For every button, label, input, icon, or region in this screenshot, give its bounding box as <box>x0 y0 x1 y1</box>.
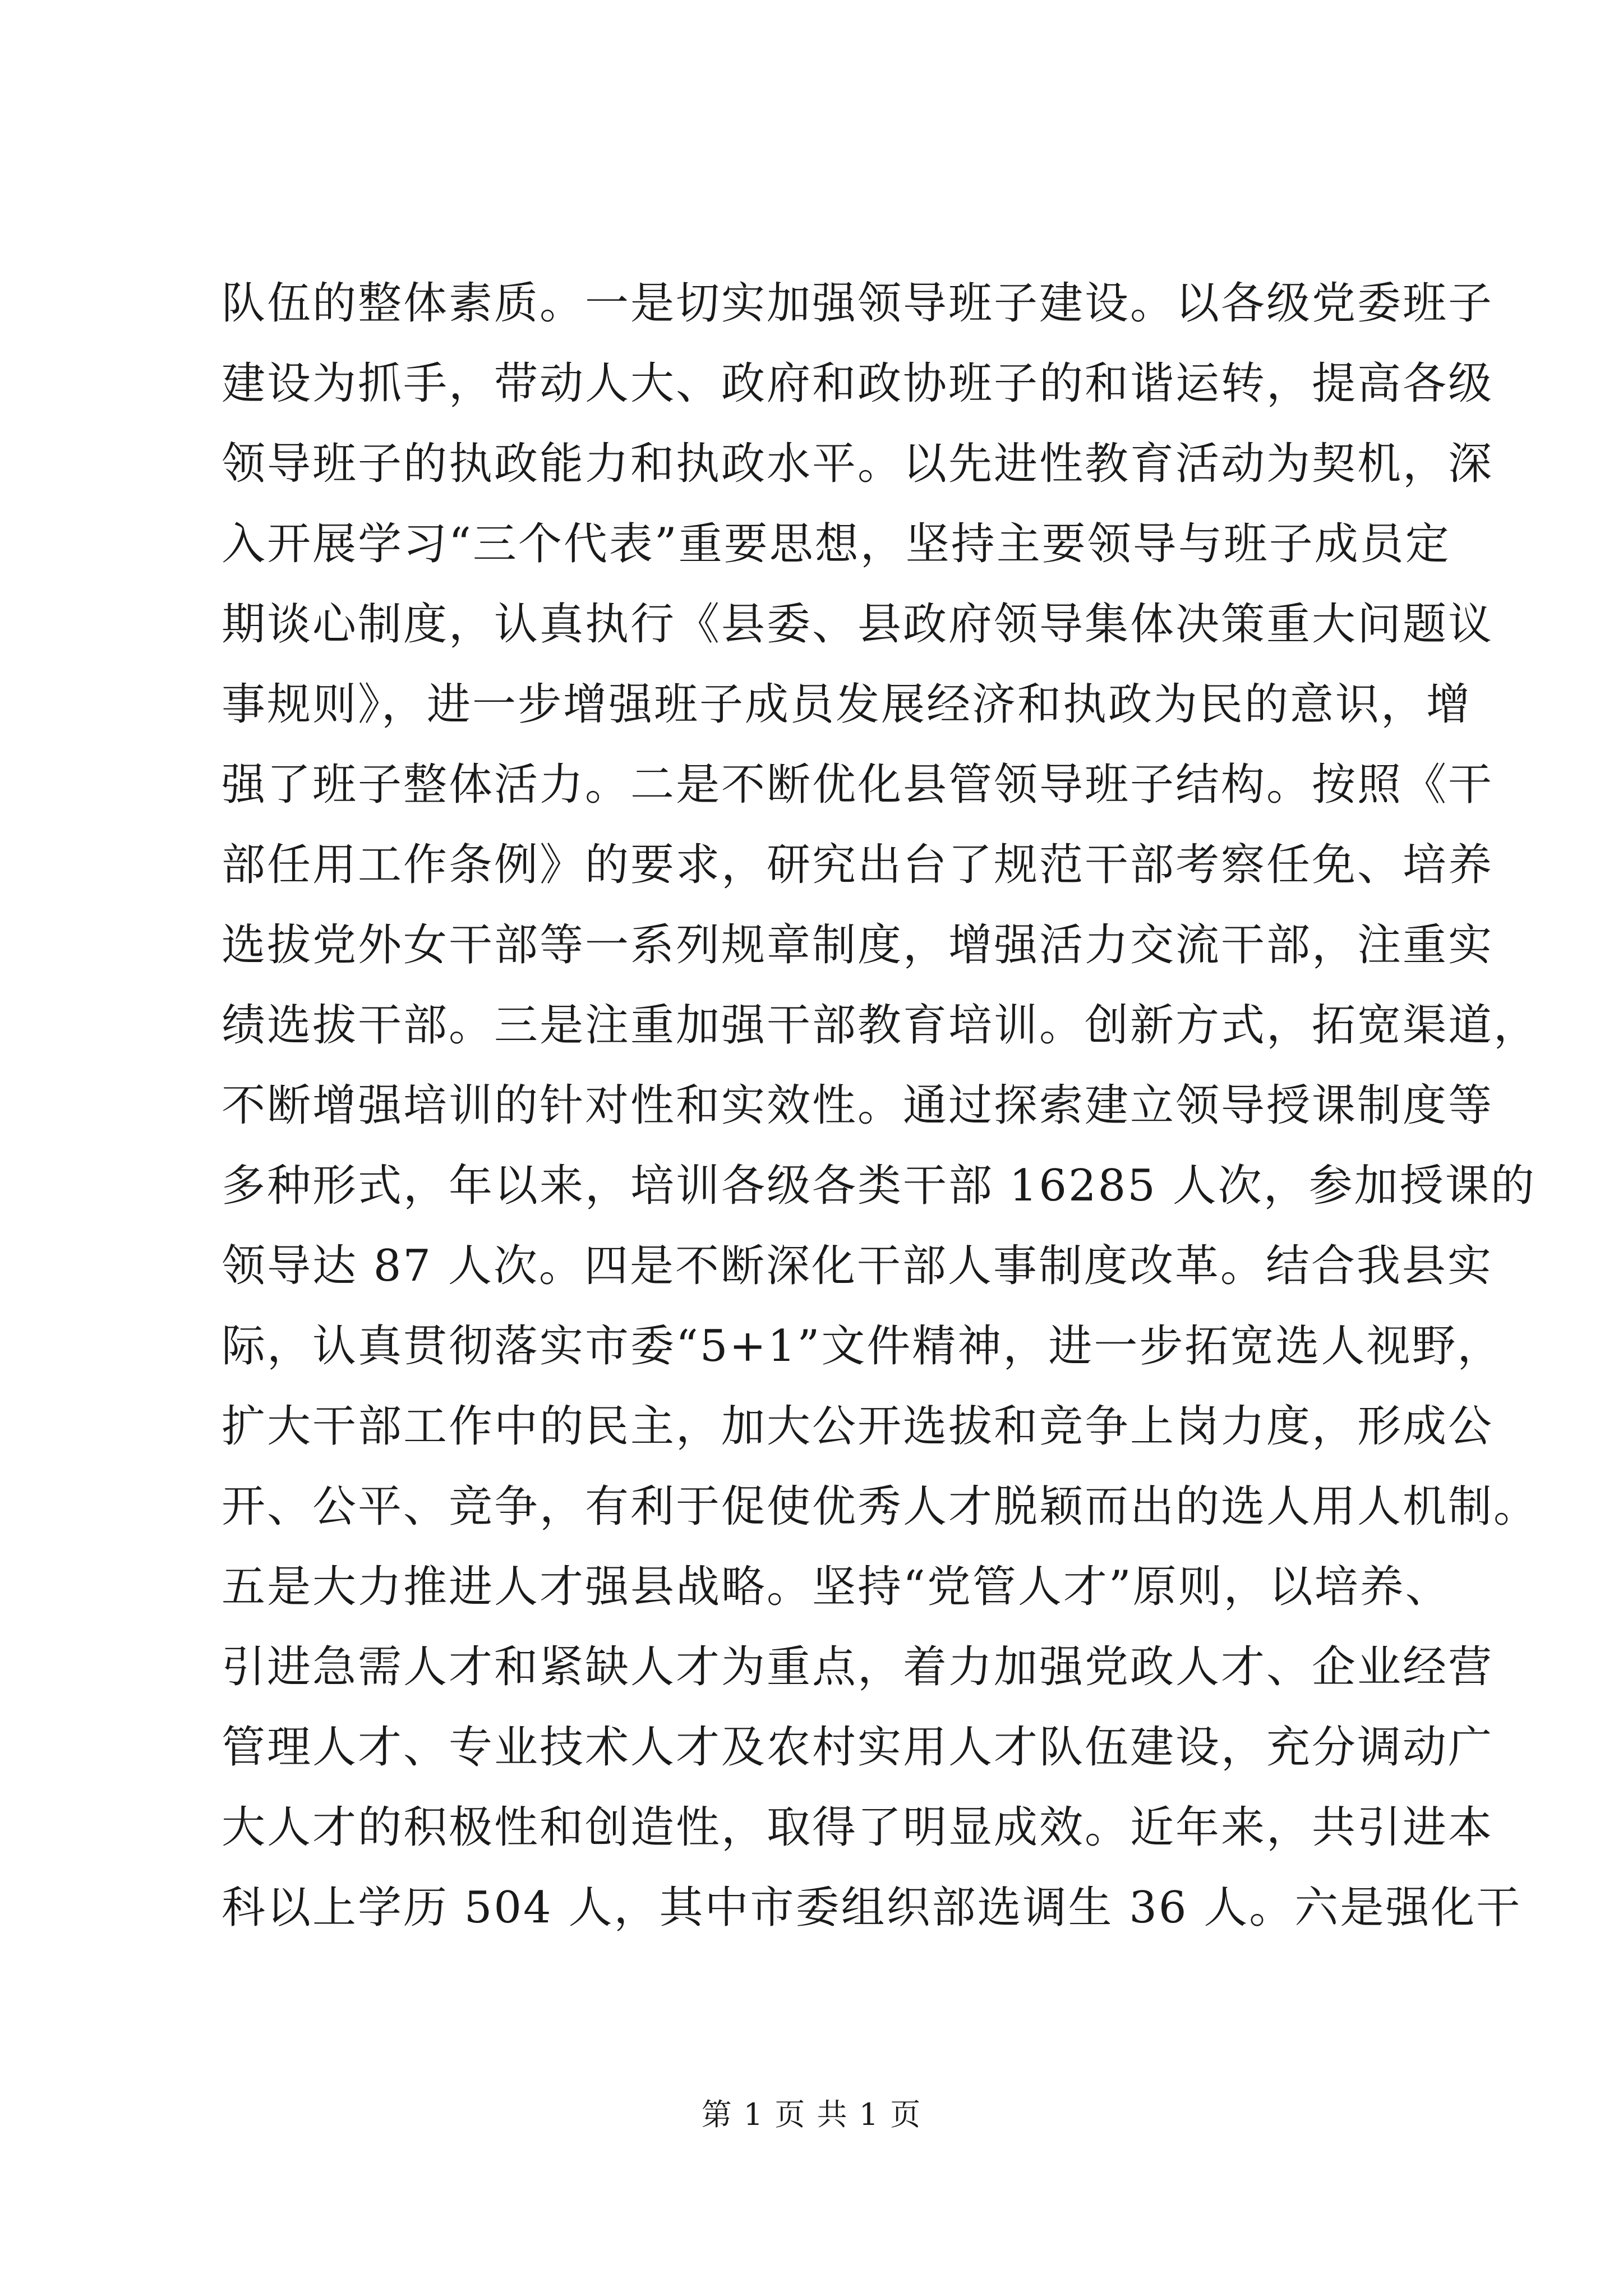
text-line: 事规则》，进一步增强班子成员发展经济和执政为民的意识，增 <box>222 679 1472 730</box>
text-line: 管理人才、专业技术人才及农村实用人才队伍建设，充分调动广 <box>222 1722 1494 1773</box>
text-line: 队伍的整体素质。一是切实加强领导班子建设。以各级党委班子 <box>222 278 1494 329</box>
text-line: 科以上学历 504 人，其中市委组织部选调生 36 人。六是强化干 <box>222 1883 1522 1933</box>
text-line: 入开展学习“三个代表”重要思想，坚持主要领导与班子成员定 <box>222 519 1451 569</box>
text-line: 建设为抓手，带动人大、政府和政协班子的和谐运转，提高各级 <box>222 358 1494 409</box>
text-line: 际，认真贯彻落实市委“5+1”文件精神，进一步拓宽选人视野， <box>222 1321 1503 1372</box>
text-line: 多种形式，年以来，培训各级各类干部 16285 人次，参加授课的 <box>222 1161 1536 1211</box>
text-line: 不断增强培训的针对性和实效性。通过探索建立领导授课制度等 <box>222 1080 1494 1131</box>
text-line: 领导班子的执政能力和执政水平。以先进性教育活动为契机，深 <box>222 439 1494 489</box>
text-line: 大人才的积极性和创造性，取得了明显成效。近年来，共引进本 <box>222 1802 1494 1853</box>
text-line: 领导达 87 人次。四是不断深化干部人事制度改革。结合我县实 <box>222 1241 1493 1291</box>
text-line: 五是大力推进人才强县战略。坚持“党管人才”原则，以培养、 <box>222 1562 1451 1612</box>
text-line: 强了班子整体活力。二是不断优化县管领导班子结构。按照《干 <box>222 760 1494 810</box>
text-line: 部任用工作条例》的要求，研究出台了规范干部考察任免、培养 <box>222 840 1494 890</box>
text-line: 期谈心制度，认真执行《县委、县政府领导集体决策重大问题议 <box>222 599 1494 650</box>
text-line: 引进急需人才和紧缺人才为重点，着力加强党政人才、企业经营 <box>222 1642 1494 1692</box>
page-footer: 第 1 页 共 1 页 <box>701 2097 922 2132</box>
text-line: 开、公平、竞争，有利于促使优秀人才脱颖而出的选人用人机制。 <box>222 1481 1539 1532</box>
text-line: 选拔党外女干部等一系列规章制度，增强活力交流干部，注重实 <box>222 920 1494 970</box>
body-paragraph <box>222 264 1539 1948</box>
text-line: 扩大干部工作中的民主，加大公开选拔和竞争上岗力度，形成公 <box>222 1401 1494 1452</box>
text-line: 绩选拔干部。三是注重加强干部教育培训。创新方式，拓宽渠道， <box>222 1000 1539 1051</box>
